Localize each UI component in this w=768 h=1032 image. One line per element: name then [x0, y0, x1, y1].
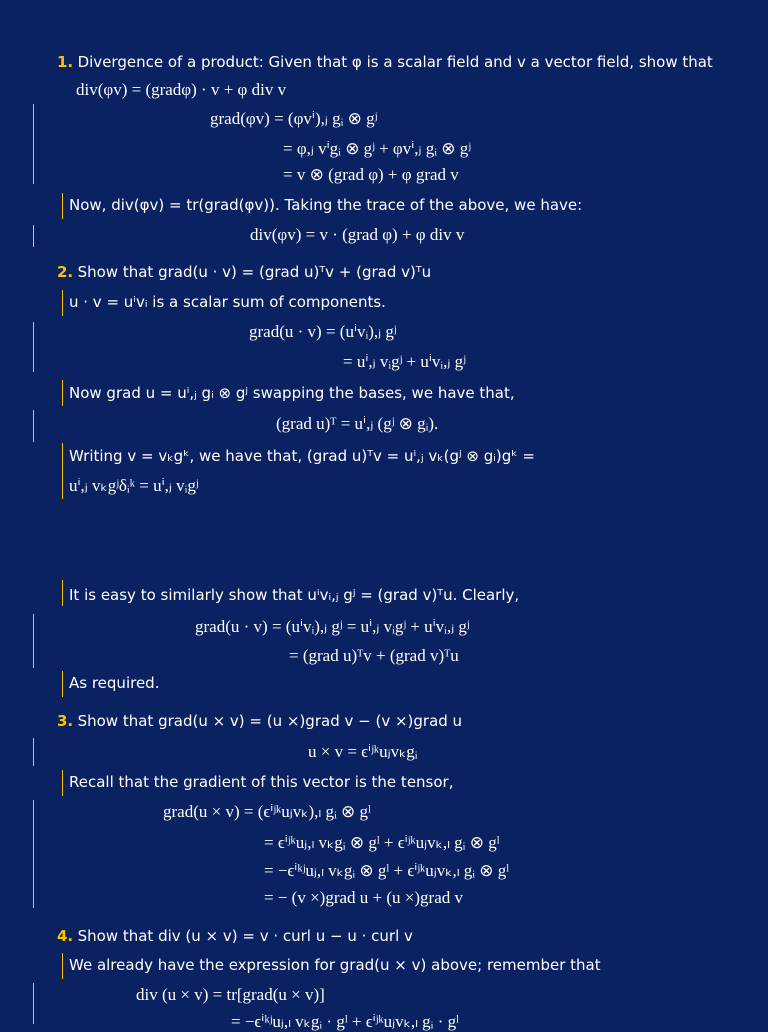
margin-bar — [33, 225, 34, 247]
problem-number: 1. — [57, 53, 74, 71]
equation-line: grad(u × v) = (ϵⁱʲᵏuⱼvₖ),ₗ gᵢ ⊗ gˡ — [163, 802, 371, 821]
explanation-text: As required. — [69, 674, 160, 692]
explanation-text: Now grad u = uⁱ,ⱼ gᵢ ⊗ gʲ swapping the bases, we have that, — [69, 384, 515, 402]
equation-line: grad(u · v) = (uⁱvᵢ),ⱼ gʲ — [249, 322, 397, 341]
equation-line: = −ϵⁱᵏʲuⱼ,ₗ vₖgᵢ ⊗ gˡ + ϵⁱʲᵏuⱼvₖ,ₗ gᵢ ⊗ gˡ — [264, 861, 510, 880]
problem-title: Show that div (u × v) = v · curl u − u · curl v — [77, 927, 413, 945]
problem-number: 2. — [57, 263, 74, 281]
margin-bar — [62, 671, 63, 697]
equation-line: (grad u)ᵀ = uⁱ,ⱼ (gʲ ⊗ gᵢ). — [276, 414, 439, 433]
problem-2-heading — [57, 262, 431, 283]
equation-line: = φ,ⱼ vⁱgᵢ ⊗ gʲ + φvⁱ,ⱼ gᵢ ⊗ gʲ — [283, 139, 471, 158]
equation-line: = −ϵⁱᵏʲuⱼ,ₗ vₖgᵢ · gˡ + ϵⁱʲᵏuⱼvₖ,ₗ gᵢ · gˡ — [231, 1012, 459, 1031]
margin-bar — [33, 104, 34, 184]
margin-bar — [62, 770, 63, 796]
explanation-text: Writing v = vₖgᵏ, we have that, (grad u)ᵀv = uⁱ,ⱼ vₖ(gʲ ⊗ gᵢ)gᵏ = — [69, 447, 536, 465]
problem-number: 4. — [57, 927, 74, 945]
problem-title: Divergence of a product: Given that φ is a scalar field and v a vector field, show that — [77, 53, 713, 71]
margin-bar — [33, 800, 34, 908]
margin-bar — [62, 193, 63, 219]
margin-bar — [33, 738, 34, 766]
problem-1-heading — [57, 52, 713, 73]
equation-line: u × v = ϵⁱʲᵏuⱼvₖgᵢ — [308, 742, 418, 761]
margin-bar — [62, 380, 63, 406]
equation-line: = − (v ×)grad u + (u ×)grad v — [264, 888, 463, 907]
equation-line: = (grad u)ᵀv + (grad v)ᵀu — [289, 646, 459, 665]
margin-bar — [62, 290, 63, 316]
equation-line: = v ⊗ (grad φ) + φ grad v — [283, 165, 459, 184]
problem-3-heading — [57, 711, 462, 732]
explanation-text: Recall that the gradient of this vector is the tensor, — [69, 773, 454, 791]
problem-title: Show that grad(u × v) = (u ×)grad v − (v ×)grad u — [77, 712, 463, 730]
problem-number: 3. — [57, 712, 74, 730]
margin-bar — [62, 953, 63, 979]
margin-bar — [62, 580, 63, 606]
explanation-text: We already have the expression for grad(u × v) above; remember that — [69, 956, 601, 974]
problem-4-heading — [57, 926, 413, 947]
margin-bar — [62, 443, 63, 499]
equation-line: grad(u · v) = (uⁱvᵢ),ⱼ gʲ = uⁱ,ⱼ vᵢgʲ + uⁱvᵢ,ⱼ gʲ — [195, 617, 470, 636]
problem-statement: div(φv) = (gradφ) · v + φ div v — [76, 80, 287, 99]
equation-line: = uⁱ,ⱼ vᵢgʲ + uⁱvᵢ,ⱼ gʲ — [343, 352, 466, 371]
equation-line: div(φv) = v · (grad φ) + φ div v — [250, 225, 465, 244]
equation-line: div (u × v) = tr[grad(u × v)] — [136, 985, 325, 1004]
margin-bar — [33, 322, 34, 372]
problem-title: Show that grad(u · v) = (grad u)ᵀv + (grad v)ᵀu — [77, 263, 432, 281]
explanation-text: u · v = uⁱvᵢ is a scalar sum of components. — [69, 293, 386, 311]
equation-line: grad(φv) = (φvⁱ),ⱼ gᵢ ⊗ gʲ — [210, 109, 378, 128]
explanation-text: It is easy to similarly show that uⁱvᵢ,ⱼ gʲ = (grad v)ᵀu. Clearly, — [69, 586, 520, 604]
explanation-text: Now, div(φv) = tr(grad(φv)). Taking the trace of the above, we have: — [69, 196, 583, 214]
margin-bar — [33, 983, 34, 1024]
margin-bar — [33, 410, 34, 442]
equation-line: uⁱ,ⱼ vₖgʲδᵢᵏ = uⁱ,ⱼ vᵢgʲ — [69, 476, 199, 495]
equation-line: = ϵⁱʲᵏuⱼ,ₗ vₖgᵢ ⊗ gˡ + ϵⁱʲᵏuⱼvₖ,ₗ gᵢ ⊗ gˡ — [264, 833, 500, 852]
margin-bar — [33, 614, 34, 668]
